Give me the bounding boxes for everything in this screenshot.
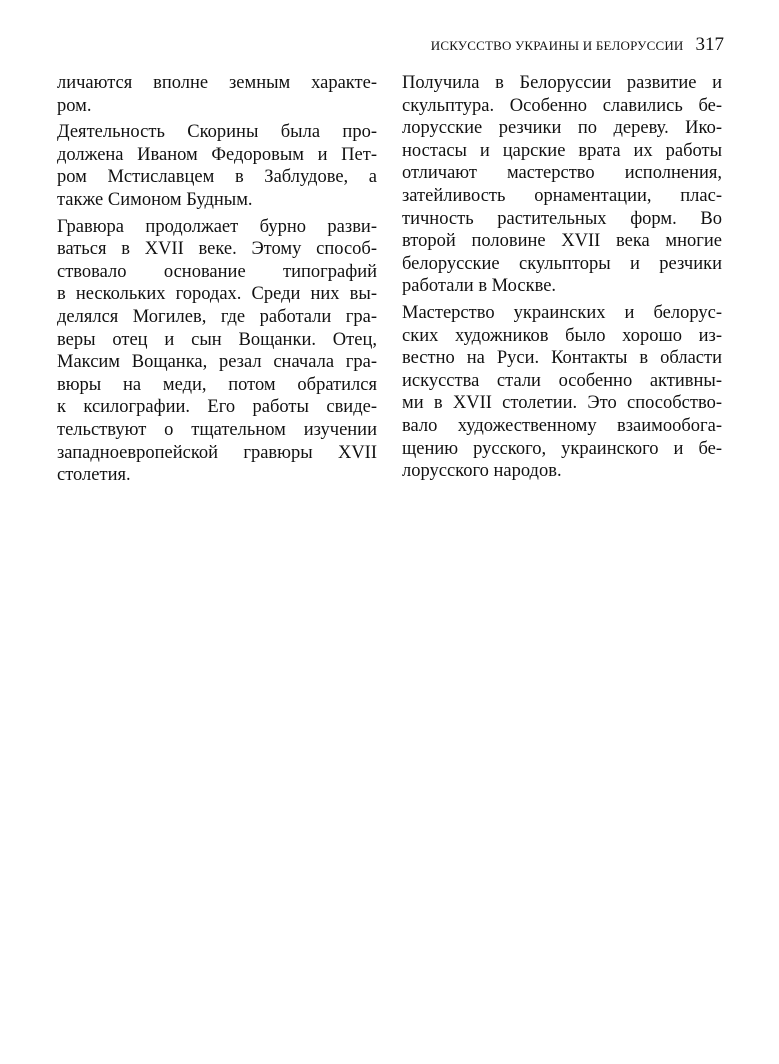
text-line: столетия.	[57, 465, 131, 486]
text-line: ром Мстиславцем в Заблудове, а	[57, 167, 377, 188]
text-line: скульптура. Особенно славились бе-	[402, 95, 722, 116]
running-head	[431, 34, 724, 56]
text-line: Мастерство украинских и белорус-	[402, 302, 722, 323]
text-line: делялся Могилев, где работали гра-	[57, 306, 377, 327]
text-line: в нескольких городах. Среди них вы-	[57, 284, 377, 305]
text-line: затейливость орнаментации, плас-	[402, 185, 722, 206]
page-number: 317	[695, 34, 724, 55]
text-line: работали в Москве.	[402, 276, 557, 297]
text-line: Максим Вощанка, резал сначала гра-	[57, 352, 377, 373]
paragraph	[402, 302, 722, 483]
text-line: ром.	[57, 95, 92, 116]
paragraph	[402, 72, 722, 298]
text-line: должена Иваном Федоровым и Пет-	[57, 144, 377, 165]
text-line: вестно на Руси. Контакты в области	[402, 348, 722, 369]
text-line: вюры на меди, потом обратился	[57, 374, 377, 395]
text-line: личаются вполне земным характе-	[57, 73, 377, 93]
text-line: к ксилографии. Его работы свиде-	[57, 397, 377, 418]
text-line: также Симоном Будным.	[57, 189, 253, 210]
paragraph	[57, 72, 377, 117]
text-line: Деятельность Скорины была про-	[57, 122, 377, 143]
text-line: тичность растительных форм. Во	[402, 208, 722, 229]
paragraph	[57, 216, 377, 487]
text-line: веры отец и сын Вощанки. Отец,	[57, 329, 377, 350]
text-line: тельствуют о тщательном изучении	[57, 419, 377, 440]
text-line: вало художественному взаимообога-	[402, 415, 722, 436]
text-line: белорусские скульпторы и резчики	[402, 253, 722, 274]
text-line: Гравюра продолжает бурно разви-	[57, 216, 377, 237]
left-column	[57, 72, 377, 491]
text-line: Получила в Белоруссии развитие и	[402, 73, 722, 93]
paragraph	[57, 121, 377, 211]
text-line: второй половине XVII века многие	[402, 231, 722, 252]
text-line: западноевропейской гравюры XVII	[57, 442, 377, 463]
text-line: лорусские резчики по дереву. Ико-	[402, 118, 722, 139]
text-line: ствовало основание типографий	[57, 261, 377, 282]
running-title: ИСКУССТВО УКРАИНЫ И БЕЛОРУССИИ	[430, 38, 684, 53]
text-line: ваться в XVII веке. Этому способ-	[57, 239, 377, 260]
text-line: ми в XVII столетии. Это способство-	[402, 393, 722, 414]
text-line: отличают мастерство исполнения,	[402, 163, 722, 184]
text-line: искусства стали особенно активны-	[402, 370, 722, 391]
text-line: щению русского, украинского и бе-	[402, 438, 722, 459]
right-column	[402, 72, 722, 487]
text-line: лорусского народов.	[402, 461, 562, 482]
text-line: ностасы и царские врата их работы	[402, 140, 722, 161]
text-line: ских художников было хорошо из-	[402, 325, 722, 346]
